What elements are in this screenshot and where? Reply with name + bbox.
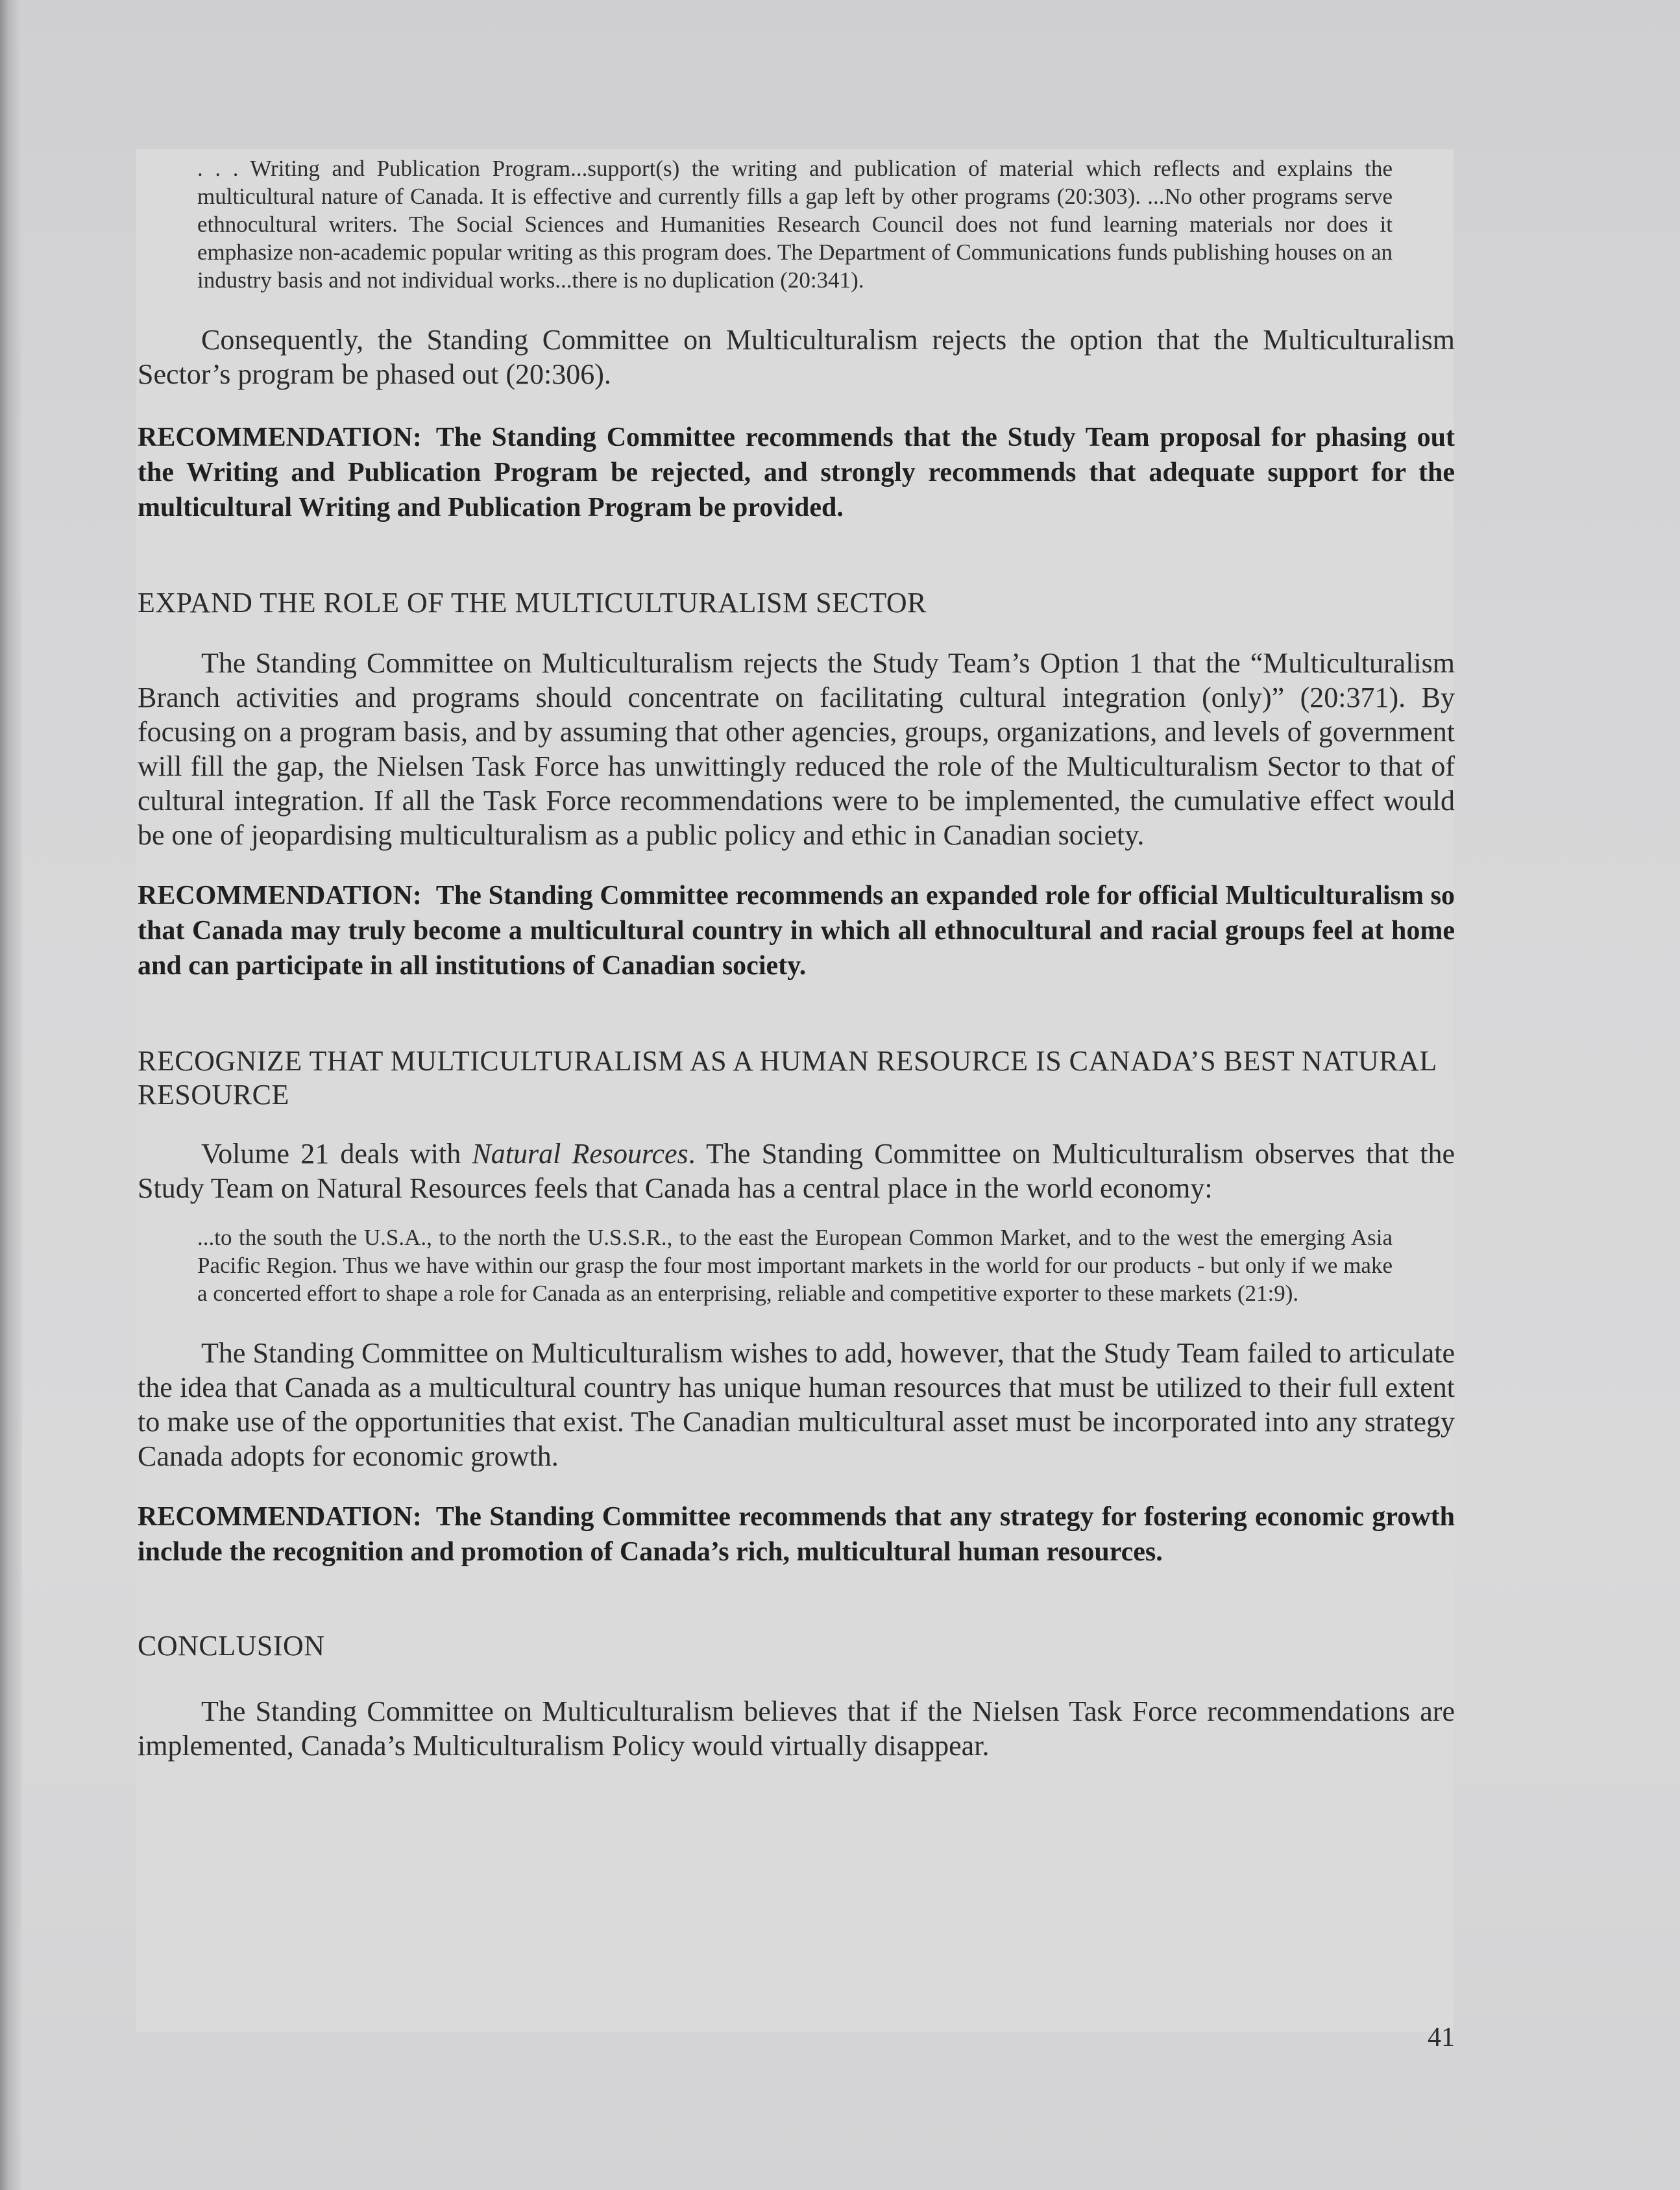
section-heading-conclusion: CONCLUSION (138, 1630, 325, 1662)
recommendation-writing-program (138, 420, 1455, 525)
recommendation-label: RECOMMENDATION: (138, 1502, 422, 1532)
recommendation-label: RECOMMENDATION: (138, 423, 422, 452)
page-number: 41 (1428, 2023, 1455, 2052)
section-heading-expand-role: EXPAND THE ROLE OF THE MULTICULTURALISM SECTOR (138, 587, 927, 619)
paragraph-conclusion: The Standing Committee on Multiculturalism believes that if the Nielsen Task Force recommendations are implemented, Canada’s Multiculturalism Policy would virtually disappear. (138, 1695, 1455, 1762)
recommendation-expanded-role (138, 878, 1455, 983)
paragraph-text-start: Volume 21 deals with (201, 1138, 472, 1170)
recommendation-text: The Standing Committee recommends that the Study Team proposal for phasing out the Writing and Publication Program be rejected, and strongly recommends that adequate support for the multicultural Writing and Publication Program be provided. (138, 423, 1455, 523)
recommendation-label: RECOMMENDATION: (138, 881, 422, 911)
paragraph-natural-resources (138, 1137, 1455, 1205)
paragraph-rejects-phase-out: Consequently, the Standing Committee on Multiculturalism rejects the option that the Multiculturalism Sector’s program be phased out (20:306). (138, 324, 1455, 390)
section-heading-human-resource: RECOGNIZE THAT MULTICULTURALISM AS A HUMAN RESOURCE IS CANADA’S BEST NATURAL RESOURCE (138, 1045, 1437, 1111)
block-quote-writing-program: . . . Writing and Publication Program...support(s) the writing and publication of material which reflects and explains the multicultural nature of Canada. It is effective and currently fills a gap left by other programs (20:303). ...No other programs serve ethnocultural writers. The Social Sciences and Humanities Research Council does not fund learning materials nor does it emphasize non-academic popular writing as this program does. The Department of Communications funds publishing houses on an industry basis and not individual works...there is no duplication (20:341). (197, 156, 1393, 293)
recommendation-text: The Standing Committee recommends that any strategy for fostering economic growth include the recognition and promotion of Canada’s rich, multicultural human resources. (138, 1502, 1455, 1567)
paragraph-option-1: The Standing Committee on Multiculturalism rejects the Study Team’s Option 1 that the “Multiculturalism Branch activities and programs should concentrate on facilitating cultural integration (only)” (20:371). By focusing on a program basis, and by assuming that other agencies, groups, organizations, and levels of government will fill the gap, the Nielsen Task Force has unwittingly reduced the role of the Multiculturalism Sector to that of cultural integration. If all the Task Force recommendations were to be implemented, the cumulative effect would be one of jeopardising multiculturalism as a public policy and ethic in Canadian society. (138, 647, 1455, 851)
recommendation-text: The Standing Committee recommends an expanded role for official Multiculturalism so that Canada may truly become a multicultural country in which all ethnocultural and racial groups feel at home and can participate in all institutions of Canadian society. (138, 881, 1455, 981)
document-body (138, 154, 1455, 1763)
recommendation-economic-growth (138, 1499, 1455, 1569)
paragraph-text-end: . The Standing Committee on Multiculturalism observes that the Study Team on Natural Resources feels that Canada has a central place in the world economy: (138, 1138, 1455, 1204)
binding-edge (0, 0, 22, 2190)
block-quote-world-economy: ...to the south the U.S.A., to the north the U.S.S.R., to the east the European Common Market, and to the west the emerging Asia Pacific Region. Thus we have within our grasp the four most important markets in the world for our products - but only if we make a concerted effort to shape a role for Canada as an enterprising, reliable and competitive exporter to these markets (21:9). (197, 1225, 1393, 1306)
paragraph-human-resources: The Standing Committee on Multiculturalism wishes to add, however, that the Study Team failed to articulate the idea that Canada as a multicultural country has unique human resources that must be utilized to their full extent to make use of the opportunities that exist. The Canadian multicultural asset must be incorporated into any strategy Canada adopts for economic growth. (138, 1337, 1455, 1472)
volume-title: Natural Resources (472, 1138, 688, 1170)
